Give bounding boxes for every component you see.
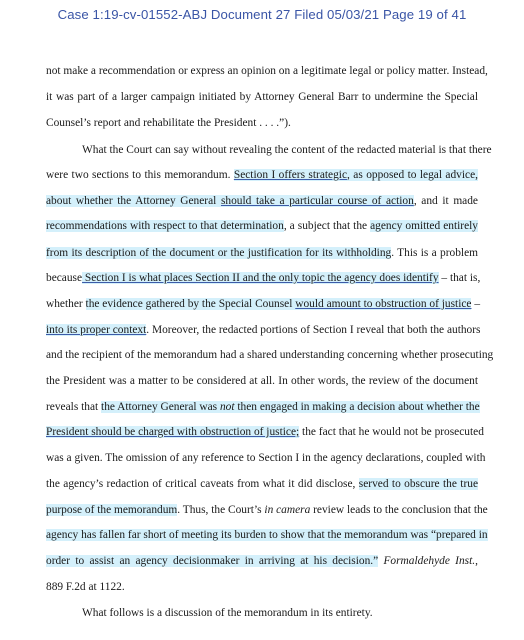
text-segment: would amount to obstruction of justice xyxy=(295,298,472,310)
text-segment: served to obscure the true xyxy=(358,478,478,490)
text-segment: the evidence gathered by the Special Counsel xyxy=(85,298,296,310)
text-line xyxy=(46,477,478,491)
case-header: Case 1:19-cv-01552-ABJ Document 27 Filed 05/03/21 Page 19 of 41 xyxy=(57,7,467,22)
text-line xyxy=(46,271,481,285)
text-segment: , as opposed to legal advice, xyxy=(347,169,478,181)
text-line xyxy=(46,348,494,362)
text-segment: order to assist an agency decisionmaker in arriving at his decision.” xyxy=(46,555,379,567)
text-segment: 889 F.2d at 1122. xyxy=(46,581,125,593)
text-line xyxy=(82,606,478,620)
text-segment: not xyxy=(219,401,235,413)
text-segment: – xyxy=(471,298,481,310)
text-segment: the fact that he would not be prosecuted xyxy=(299,426,484,438)
text-segment: reveals that xyxy=(46,401,102,413)
text-segment: Counsel’s report and rehabilitate the President . . . .”). xyxy=(46,117,291,129)
text-segment: . This is a problem xyxy=(391,247,478,259)
text-segment: were two sections to this memorandum. xyxy=(46,169,234,181)
text-segment: – that is, xyxy=(438,272,481,284)
text-segment: recommendations with respect to that determination xyxy=(46,220,284,232)
text-line xyxy=(46,297,481,311)
text-segment: about whether the Attorney General xyxy=(46,195,221,207)
text-line xyxy=(46,116,478,130)
text-segment: , a subject that the xyxy=(283,220,371,232)
text-segment: it was part of a larger campaign initiated by Attorney General Barr to undermine the Special xyxy=(46,91,478,103)
text-segment: . Thus, the Court’s xyxy=(177,504,265,516)
text-line xyxy=(46,580,478,594)
text-line xyxy=(46,246,478,260)
text-segment: was a given. The omission of any reference to Section I in the agency declarations, coupled with xyxy=(46,452,486,464)
text-line xyxy=(82,143,492,157)
text-line xyxy=(46,64,488,78)
text-segment: whether xyxy=(46,298,86,310)
text-segment: review leads to the conclusion that the xyxy=(310,504,488,516)
text-segment: President should be charged with obstruction of justice; xyxy=(46,426,300,438)
text-line xyxy=(46,528,488,542)
text-line xyxy=(46,168,478,182)
text-line xyxy=(46,194,478,208)
text-line xyxy=(46,219,478,233)
text-segment: and the recipient of the memorandum had a shared understanding concerning whether prosecuting xyxy=(46,349,494,361)
text-line xyxy=(46,451,486,465)
text-segment: agency omitted entirely xyxy=(370,220,479,232)
text-segment: What the Court can say without revealing the content of the redacted material is that there xyxy=(82,144,492,156)
text-segment: , and it made xyxy=(413,195,478,207)
text-line xyxy=(46,90,478,104)
text-line xyxy=(46,400,478,414)
text-segment: . Moreover, the redacted portions of Section I reveal that both the authors xyxy=(146,324,481,336)
text-line xyxy=(46,323,481,337)
text-segment: Section I offers strategic xyxy=(233,169,348,181)
text-segment: into its proper context xyxy=(46,324,147,336)
text-segment: Section I is what places Section II and the only topic the agency does identify xyxy=(82,272,439,284)
text-segment: in camera xyxy=(264,504,311,516)
text-segment: the Attorney General was xyxy=(101,401,220,413)
text-segment: should take a particular course of action xyxy=(220,195,414,207)
text-segment: because xyxy=(46,272,83,284)
text-segment: What follows is a discussion of the memorandum in its entirety. xyxy=(82,607,373,619)
text-segment: Formaldehyde Inst. xyxy=(383,555,476,567)
text-line xyxy=(46,425,484,439)
text-segment: from its description of the document or the justification for its withholding xyxy=(46,247,392,259)
text-line xyxy=(46,374,478,388)
text-segment: agency has fallen far short of meeting its burden to show that the memorandum was “prepared in xyxy=(46,529,488,541)
text-segment: then engaged in making a decision about whether the xyxy=(234,401,480,413)
text-line xyxy=(46,503,488,517)
text-segment: purpose of the memorandum xyxy=(46,504,178,516)
text-line xyxy=(46,554,478,568)
text-segment: the President was a matter to be considered at all. In other words, the review of the document xyxy=(46,375,478,387)
text-segment: not make a recommendation or express an opinion on a legitimate legal or policy matter. Instead, xyxy=(46,65,488,77)
text-segment: the agency’s redaction of critical caveats from what it did disclose, xyxy=(46,478,359,490)
text-segment: , xyxy=(475,555,478,567)
